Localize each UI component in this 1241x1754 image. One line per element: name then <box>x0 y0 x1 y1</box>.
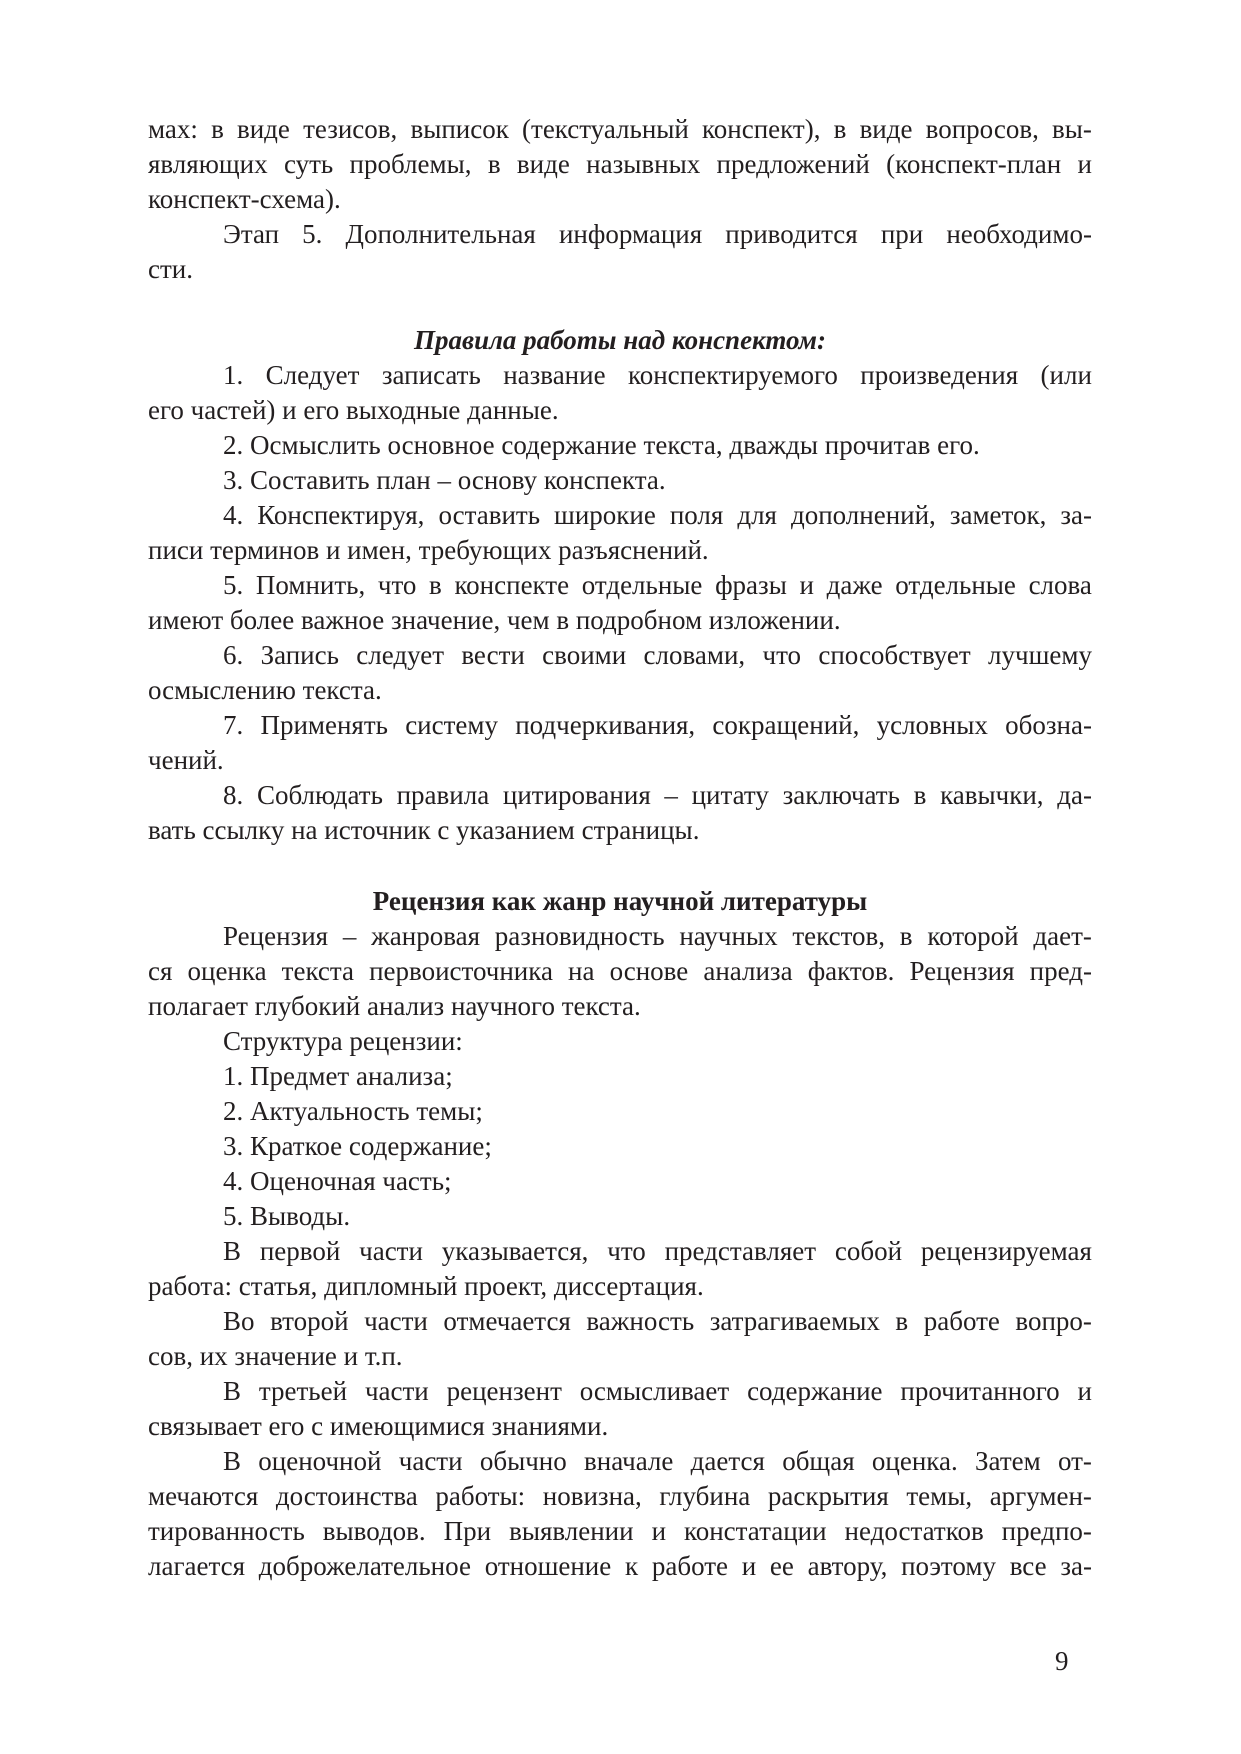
text-line: сов, их значение и т.п. <box>148 1341 403 1371</box>
text-line: осмыслению текста. <box>148 675 382 705</box>
text-line: В третьей части рецензент осмысливает содержание прочитанного и <box>223 1376 1092 1406</box>
text-line: 7. Применять систему подчеркивания, сокращений, условных обозна- <box>223 710 1092 740</box>
text-line: связывает его с имеющимися знаниями. <box>148 1411 609 1441</box>
paragraph <box>148 217 1092 287</box>
text-line: конспект-схема). <box>148 184 341 214</box>
text-line: лагается доброжелательное отношение к работе и ее автору, поэтому все за- <box>148 1551 1092 1581</box>
text-line: 1. Предмет анализа; <box>223 1061 453 1091</box>
text-line: 6. Запись следует вести своими словами, что способствует лучшему <box>223 640 1092 670</box>
text-line: вать ссылку на источник с указанием страницы. <box>148 815 700 845</box>
text-line: являющих суть проблемы, в виде назывных предложений (конспект-план и <box>148 149 1092 179</box>
paragraph <box>148 708 1092 778</box>
text-line: имеют более важное значение, чем в подробном изложении. <box>148 605 841 635</box>
text-line: Структура рецензии: <box>223 1026 463 1056</box>
text-line: 3. Составить план – основу конспекта. <box>223 465 666 495</box>
text-line: 2. Актуальность темы; <box>223 1096 483 1126</box>
paragraph <box>148 919 1092 1024</box>
paragraph <box>148 1094 1092 1129</box>
text-line: В оценочной части обычно вначале дается общая оценка. Затем от- <box>223 1446 1092 1476</box>
text-line: писи терминов и имен, требующих разъяснений. <box>148 535 709 565</box>
paragraph <box>148 1024 1092 1059</box>
text-line: мах: в виде тезисов, выписок (текстуальный конспект), в виде вопросов, вы- <box>148 114 1092 144</box>
text-line: тированность выводов. При выявлении и констатации недостатков предпо- <box>148 1516 1092 1546</box>
section-heading: Правила работы над конспектом: <box>414 325 826 355</box>
paragraph <box>148 428 1092 463</box>
text-line: ся оценка текста первоисточника на основе анализа фактов. Рецензия пред- <box>148 956 1092 986</box>
text-line: В первой части указывается, что представляет собой рецензируемая <box>223 1236 1092 1266</box>
paragraph <box>148 463 1092 498</box>
text-line: чений. <box>148 745 224 775</box>
text-line: Во второй части отмечается важность затрагиваемых в работе вопро- <box>223 1306 1092 1336</box>
text-line: его частей) и его выходные данные. <box>148 395 559 425</box>
text-line: полагает глубокий анализ научного текста. <box>148 991 641 1021</box>
paragraph <box>148 1304 1092 1374</box>
paragraph <box>148 778 1092 848</box>
section-gap <box>148 287 1092 323</box>
text-line: работа: статья, дипломный проект, диссертация. <box>148 1271 704 1301</box>
paragraph <box>148 1234 1092 1304</box>
paragraph <box>148 1164 1092 1199</box>
paragraph <box>148 1199 1092 1234</box>
text-line: Этап 5. Дополнительная информация приводится при необходимо- <box>223 219 1092 249</box>
text-line: 8. Соблюдать правила цитирования – цитату заключать в кавычки, да- <box>223 780 1092 810</box>
section-heading: Рецензия как жанр научной литературы <box>372 886 868 916</box>
text-line: 1. Следует записать название конспектируемого произведения (или <box>223 360 1092 390</box>
text-line: 4. Конспектируя, оставить широкие поля для дополнений, заметок, за- <box>223 500 1092 530</box>
text-line: 2. Осмыслить основное содержание текста, дважды прочитав его. <box>223 430 980 460</box>
text-line: 4. Оценочная часть; <box>223 1166 452 1196</box>
paragraph <box>148 1059 1092 1094</box>
paragraph <box>148 358 1092 428</box>
text-line: 5. Выводы. <box>223 1201 351 1231</box>
text-line: мечаются достоинства работы: новизна, глубина раскрытия темы, аргумен- <box>148 1481 1092 1511</box>
text-line: 5. Помнить, что в конспекте отдельные фразы и даже отдельные слова <box>223 570 1092 600</box>
paragraph <box>148 638 1092 708</box>
text-line: 3. Краткое содержание; <box>223 1131 492 1161</box>
paragraph <box>148 112 1092 217</box>
paragraph <box>148 498 1092 568</box>
text-line: сти. <box>148 254 193 284</box>
section-gap <box>148 848 1092 884</box>
paragraph <box>148 1444 1092 1584</box>
page-number: 9 <box>1055 1646 1069 1676</box>
paragraph <box>148 1129 1092 1164</box>
paragraph <box>148 1374 1092 1444</box>
text-line: Рецензия – жанровая разновидность научных текстов, в которой дает- <box>223 921 1092 951</box>
page-body <box>148 112 1092 1584</box>
paragraph <box>148 568 1092 638</box>
